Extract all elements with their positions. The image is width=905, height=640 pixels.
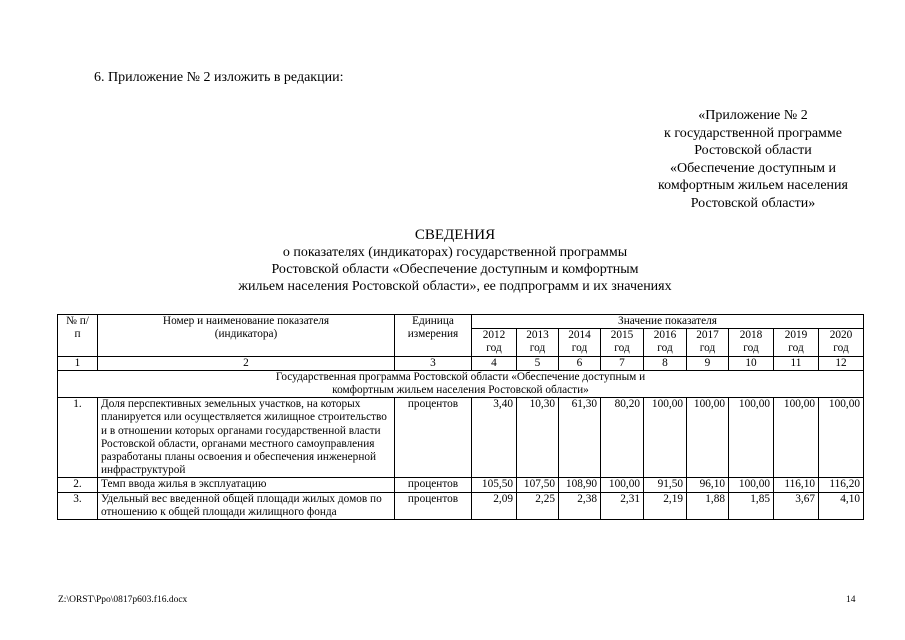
row-value: 80,20 [601,398,644,478]
year-value: 2019 [784,329,808,342]
row-unit: процентов [395,492,472,519]
table-row [58,492,864,519]
footer-file-path: Z:\ORST\Ppo\0817p603.f16.docx [58,595,188,605]
year-value: 2018 [739,329,763,342]
annex-line: «Приложение № 2 [698,108,808,123]
year-value: 2012 [482,329,506,342]
column-number: 10 [729,356,774,370]
header-year [517,329,559,356]
column-number: 6 [559,356,601,370]
header-values: Значение показателя [472,315,864,329]
annex-line: комфортным жильем населения [658,178,848,193]
column-number: 4 [472,356,517,370]
footer-page-number: 14 [846,595,856,605]
annex-header [636,107,870,212]
row-value: 116,20 [819,478,864,492]
row-value: 1,85 [729,492,774,519]
column-number: 3 [395,356,472,370]
row-number: 3. [58,492,98,519]
row-value: 61,30 [559,398,601,478]
row-value: 105,50 [472,478,517,492]
row-value: 3,67 [774,492,819,519]
row-value: 100,00 [729,478,774,492]
header-name: Номер и наименование показателя (индикатора) [98,315,395,357]
year-suffix: год [529,342,546,355]
row-value: 2,09 [472,492,517,519]
row-value: 2,19 [644,492,687,519]
row-number: 1. [58,398,98,478]
header-year [472,329,517,356]
heading-line: жильем населения Ростовской области», ее подпрограмм и их значениях [238,279,672,294]
row-value: 116,10 [774,478,819,492]
row-value: 10,30 [517,398,559,478]
row-name: Темп ввода жилья в эксплуатацию [98,478,395,492]
row-value: 96,10 [687,478,729,492]
header-year [729,329,774,356]
year-value: 2015 [610,329,634,342]
header-number: № п/п [58,315,98,357]
year-value: 2014 [568,329,591,342]
row-value: 100,00 [729,398,774,478]
row-value: 100,00 [687,398,729,478]
row-value: 100,00 [601,478,644,492]
header-unit: Единица измерения [395,315,472,357]
year-suffix: год [743,342,759,355]
year-suffix: год [788,342,804,355]
annex-line: к государственной программе [664,125,842,141]
header-year [774,329,819,356]
row-value: 91,50 [644,478,687,492]
row-name: Доля перспективных земельных участков, на которых планируется или осуществляется жилищное строительство и в отношении которых органами государственной власти Ростовской области, органами местного самоуправления разработаны планы освоения и обеспечения инженерной инфраструктурой [98,398,395,478]
indicators-table [57,314,864,520]
column-number-row [58,356,864,370]
year-suffix: год [614,342,630,355]
row-unit: процентов [395,398,472,478]
row-value: 100,00 [644,398,687,478]
column-number: 1 [58,356,98,370]
section-row [58,370,864,397]
intro-text: 6. Приложение № 2 изложить в редакции: [94,70,344,85]
heading-title: СВЕДЕНИЯ [414,227,496,243]
annex-line: Ростовской области» [690,195,816,211]
header-year [644,329,687,356]
heading-line: о показателях (индикаторах) государственной программы [282,245,628,260]
row-value: 100,00 [774,398,819,478]
year-value: 2017 [696,329,719,342]
row-value: 100,00 [819,398,864,478]
year-value: 2013 [526,329,549,342]
column-number: 12 [819,356,864,370]
column-number: 7 [601,356,644,370]
header-year [559,329,601,356]
document-heading [180,227,730,295]
row-number: 2. [58,478,98,492]
table-row [58,478,864,492]
year-suffix: год [571,342,588,355]
row-unit: процентов [395,478,472,492]
row-value: 107,50 [517,478,559,492]
annex-line: «Обеспечение доступным и [670,160,836,176]
row-name: Удельный вес введенной общей площади жилых домов по отношению к общей площади жилищного фонда [98,492,395,519]
row-value: 2,38 [559,492,601,519]
year-value: 2020 [829,329,853,342]
row-value: 108,90 [559,478,601,492]
year-suffix: год [833,342,849,355]
header-year [819,329,864,356]
heading-line: Ростовской области «Обеспечение доступным и комфортным [271,262,639,277]
row-value: 4,10 [819,492,864,519]
year-suffix: год [699,342,716,355]
row-value: 2,31 [601,492,644,519]
column-number: 2 [98,356,395,370]
year-value: 2016 [653,329,677,342]
row-value: 2,25 [517,492,559,519]
row-value: 1,88 [687,492,729,519]
section-title: Государственная программа Ростовской области «Обеспечение доступным и комфортным жильем населения Ростовской области» [58,370,864,397]
header-year [601,329,644,356]
year-suffix: год [486,342,502,355]
annex-line: Ростовской области [694,143,812,158]
year-suffix: год [657,342,673,355]
table-row [58,398,864,478]
column-number: 5 [517,356,559,370]
column-number: 11 [774,356,819,370]
column-number: 9 [687,356,729,370]
row-value: 3,40 [472,398,517,478]
column-number: 8 [644,356,687,370]
header-year [687,329,729,356]
